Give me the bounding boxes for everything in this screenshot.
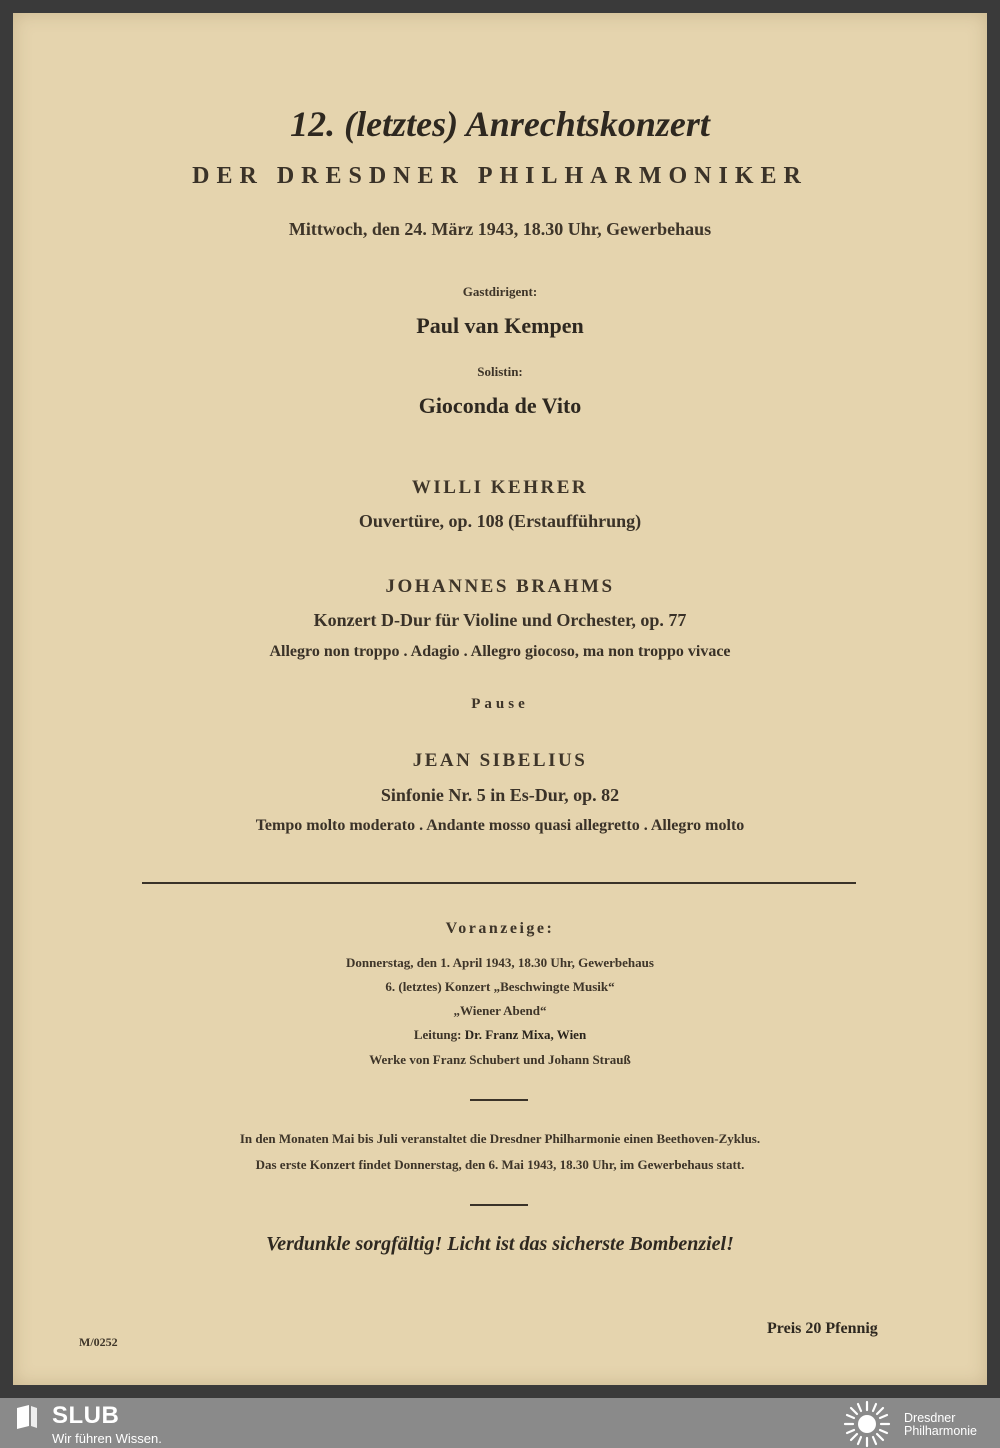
soloist-name: Gioconda de Vito bbox=[418, 393, 582, 418]
notice-cycle: Beethoven-Zyklus. bbox=[656, 1131, 761, 1146]
pause-label: Pause bbox=[471, 696, 529, 712]
slub-tagline: Wir führen Wissen. bbox=[52, 1431, 162, 1446]
preview-works: Werke von Franz Schubert und Johann Strauß bbox=[369, 1052, 631, 1067]
philharmonie-name[interactable] bbox=[904, 1412, 977, 1438]
conductor-label: Gastdirigent: bbox=[462, 284, 538, 299]
movements-brahms: Allegro non troppo . Adagio . Allegro giocoso, ma non troppo vivace bbox=[269, 643, 731, 660]
preview-heading: Voranzeige: bbox=[445, 920, 555, 937]
composer-brahms: JOHANNES BRAHMS bbox=[385, 576, 615, 597]
concert-title: 12. (letztes) Anrechtskonzert bbox=[290, 104, 710, 144]
soloist-label: Solistin: bbox=[477, 364, 523, 379]
work-brahms: Konzert D-Dur für Violine und Orchester, op. 77 bbox=[313, 610, 687, 630]
short-divider-1 bbox=[470, 1099, 528, 1101]
notice-line-1 bbox=[13, 1131, 987, 1147]
catalog-code: M/0252 bbox=[79, 1335, 118, 1349]
orchestra-name: DER DRESDNER PHILHARMONIKER bbox=[192, 163, 808, 189]
philharmonie-line-1: Dresdner bbox=[904, 1411, 956, 1425]
divider-rule bbox=[142, 882, 856, 884]
conductor-name: Paul van Kempen bbox=[416, 313, 584, 338]
short-divider-2 bbox=[470, 1204, 528, 1206]
composer-kehrer: WILLI KEHRER bbox=[411, 477, 589, 498]
work-sibelius: Sinfonie Nr. 5 in Es-Dur, op. 82 bbox=[380, 785, 620, 805]
preview-leitung bbox=[13, 1027, 987, 1043]
philharmonie-line-2: Philharmonie bbox=[904, 1424, 977, 1438]
philharmonie-logo-icon bbox=[840, 1400, 894, 1448]
work-kehrer: Ouvertüre, op. 108 (Erstaufführung) bbox=[358, 511, 642, 531]
preview-subtitle: „Wiener Abend“ bbox=[453, 1003, 547, 1018]
program-sheet bbox=[13, 13, 987, 1385]
composer-sibelius: JEAN SIBELIUS bbox=[412, 750, 588, 771]
preview-date: Donnerstag, den 1. April 1943, 18.30 Uhr, Gewerbehaus bbox=[346, 955, 654, 970]
notice-line-2: Das erste Konzert findet Donnerstag, den 6. Mai 1943, 18.30 Uhr, im Gewerbehaus statt. bbox=[255, 1157, 745, 1172]
slub-title[interactable]: SLUB bbox=[52, 1402, 120, 1429]
preview-concert: 6. (letztes) Konzert „Beschwingte Musik“ bbox=[385, 979, 615, 994]
blackout-slogan: Verdunkle sorgfältig! Licht ist das sicherste Bombenziel! bbox=[266, 1233, 734, 1255]
price-label: Preis 20 Pfennig bbox=[767, 1320, 878, 1337]
footer-bar bbox=[0, 1398, 1000, 1448]
leitung-name: Dr. Franz Mixa, Wien bbox=[464, 1027, 587, 1042]
concert-date: Mittwoch, den 24. März 1943, 18.30 Uhr, Gewerbehaus bbox=[288, 219, 712, 239]
leitung-label: Leitung: bbox=[413, 1027, 462, 1042]
slub-logo-icon bbox=[15, 1404, 39, 1430]
notice-text: In den Monaten Mai bis Juli veranstaltet die Dresdner Philharmonie einen bbox=[239, 1131, 654, 1146]
movements-sibelius: Tempo molto moderato . Andante mosso quasi allegretto . Allegro molto bbox=[255, 817, 745, 834]
